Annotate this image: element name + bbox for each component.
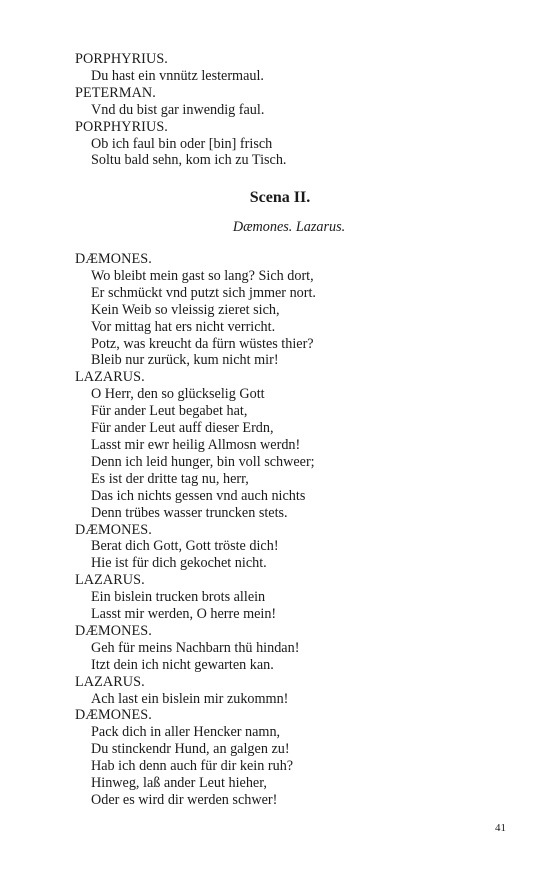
- verse-line: Vnd du bist gar inwendig faul.: [91, 101, 265, 118]
- verse-line: Potz, was kreucht da fürn wüstes thier?: [91, 335, 314, 352]
- verse-line: Ach last ein bislein mir zukommn!: [91, 690, 289, 707]
- speaker-name: PORPHYRIUS.: [75, 118, 168, 135]
- speaker-name: DÆMONES.: [75, 622, 152, 639]
- speaker-name: LAZARUS.: [75, 673, 145, 690]
- page-number: 41: [495, 822, 506, 834]
- speaker-name: PORPHYRIUS.: [75, 51, 168, 67]
- verse-line: Hab ich denn auch für dir kein ruh?: [91, 758, 294, 775]
- verse-line: Denn trübes wasser truncken stets.: [91, 504, 288, 521]
- verse-line: Lasst mir werden, O herre mein!: [91, 606, 277, 623]
- speaker-name: DÆMONES.: [75, 251, 152, 267]
- speaker-name: LAZARUS.: [75, 369, 145, 386]
- verse-line: Du stinckendr Hund, an galgen zu!: [91, 741, 290, 758]
- scene-title: Scena II.: [249, 189, 311, 206]
- verse-line: Itzt dein ich nicht gewarten kan.: [91, 656, 274, 673]
- verse-line: O Herr, den so glückselig Gott: [91, 386, 265, 403]
- verse-line: Das ich nichts gessen vnd auch nichts: [91, 487, 306, 504]
- verse-line: Pack dich in aller Hencker namn,: [91, 724, 281, 741]
- verse-line: Du hast ein vnnütz lestermaul.: [91, 67, 264, 84]
- verse-line: Hie ist für dich gekochet nicht.: [91, 555, 267, 572]
- verse-line: Soltu bald sehn, kom ich zu Tisch.: [91, 152, 287, 169]
- speaker-name: PETERMAN.: [75, 84, 156, 101]
- verse-line: Ein bislein trucken brots allein: [91, 589, 266, 606]
- verse-line: Berat dich Gott, Gott tröste dich!: [91, 538, 279, 555]
- verse-line: Für ander Leut auff dieser Erdn,: [91, 420, 274, 437]
- verse-line: Lasst mir ewr heilig Allmosn werdn!: [91, 436, 301, 453]
- scene-persons: Dæmones. Lazarus.: [232, 219, 346, 235]
- verse-line: Bleib nur zurück, kum nicht mir!: [91, 352, 279, 369]
- verse-line: Geh für meins Nachbarn thü hindan!: [91, 639, 300, 656]
- speaker-name: DÆMONES.: [75, 521, 152, 538]
- verse-line: Für ander Leut begabet hat,: [91, 403, 248, 420]
- verse-line: Denn ich leid hunger, bin voll schweer;: [91, 453, 315, 470]
- verse-line: Es ist der dritte tag nu, herr,: [91, 470, 249, 487]
- verse-line: Er schmückt vnd putzt sich jmmer nort.: [91, 284, 316, 301]
- verse-line: Ob ich faul bin oder [bin] frisch: [91, 135, 273, 152]
- verse-line: Hinweg, laß ander Leut hieher,: [91, 775, 267, 792]
- speaker-name: LAZARUS.: [75, 572, 145, 589]
- verse-line: Oder es wird dir werden schwer!: [91, 792, 278, 808]
- dialogue-top: [75, 51, 495, 169]
- speaker-name: DÆMONES.: [75, 707, 152, 724]
- verse-line: Kein Weib so vleissig zieret sich,: [91, 301, 280, 318]
- verse-line: Vor mittag hat ers nicht verricht.: [91, 318, 276, 335]
- dialogue-main: [75, 251, 495, 809]
- verse-line: Wo bleibt mein gast so lang? Sich dort,: [91, 267, 314, 284]
